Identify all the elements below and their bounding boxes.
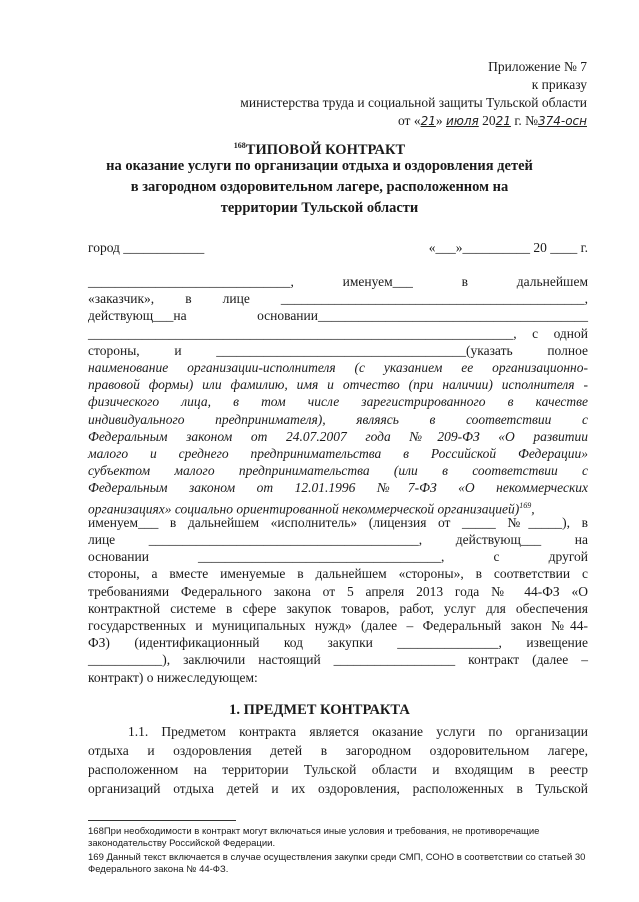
body-line: действующ___на основании________________________________________ xyxy=(88,308,588,324)
body-line: контрактной системе в сфере закупок товаров, работ, услуг для обеспечения xyxy=(88,600,588,616)
body-line: ФЗ) (идентификационный код закупки _______________, извещение xyxy=(88,635,588,651)
appendix-date-line: от «21» июля 2021 г. №374-осн xyxy=(397,113,587,128)
section-line: 1.1. Предметом контракта является оказание услуги по организации xyxy=(128,724,588,739)
handwritten-day: 21 xyxy=(420,114,436,128)
footnote-mark-168: 168 xyxy=(233,141,246,150)
body-line: правовой формы) или фамилию, имя и отчество (при наличии) исполнителя - xyxy=(88,377,588,393)
body-line: ___________), заключили настоящий __________________ контракт (далее – xyxy=(88,652,588,668)
city-field: город ____________ xyxy=(88,240,205,255)
body-line: именуем___ в дальнейшем «исполнитель» (лицензия от _____ №_____), в xyxy=(88,514,588,530)
body-line: требованиями Федерального закона от 5 апреля 2013 года № 44-ФЗ «О xyxy=(88,583,588,599)
date-field: «___»__________ 20 ____ г. xyxy=(428,240,588,255)
section-line: расположенном на территории Тульской области и входящим в реестр xyxy=(88,762,588,777)
footnote-mark-169: 169 xyxy=(519,500,532,510)
body-line: контракт) о нижеследующем: xyxy=(88,669,258,685)
appendix-order: к приказу xyxy=(531,77,587,92)
appendix-ministry: министерства труда и социальной защиты Тульской области xyxy=(240,95,587,110)
city-date-row xyxy=(88,239,588,257)
handwritten-order-number: 374-осн xyxy=(537,114,587,128)
body-line: основании ____________________________________, с другой xyxy=(88,549,588,565)
contract-title: $^{168}$ТИПОВОЙ КОНТРАКТ xyxy=(233,141,406,158)
body-line: субъектом малого предпринимательства (или в соответствии с xyxy=(88,463,588,479)
body-line: Федеральным законом от 12.01.1996 №7-ФЗ «О некоммерческих xyxy=(88,480,588,496)
appendix-number: Приложение № 7 xyxy=(488,59,587,74)
body-line: «заказчик», в лице _____________________________________________, xyxy=(88,291,588,307)
body-line: наименование организации-исполнителя (с указанием ее организационно- xyxy=(88,360,588,375)
section-heading: 1. ПРЕДМЕТ КОНТРАКТА xyxy=(229,702,410,718)
body-line: ______________________________, именуем___ в дальнейшем xyxy=(88,274,588,289)
body-line: индивидуального предпринимателя), являясь в соответствии с xyxy=(88,411,588,427)
body-line: лице ________________________________________, действующ___ на xyxy=(88,532,588,547)
handwritten-year: 21 xyxy=(495,114,511,128)
body-line: физического лица, в том числе зарегистрированного в качестве xyxy=(88,394,588,410)
body-line: малого и среднего предпринимательства в Российской Федерации» xyxy=(88,446,588,461)
footnote-divider xyxy=(88,820,236,821)
section-line: организаций отдыха детей и их оздоровления, расположенных в Тульской xyxy=(88,781,588,796)
footnote-168: 168При необходимости в контракт могут включаться иные условия и требования, не противоречащие законодательству Российской Федерации. xyxy=(88,826,540,849)
section-line: отдыха и оздоровления детей в загородном оздоровительном лагере, xyxy=(88,743,588,758)
body-line: организациях» социально ориентированной некоммерческой организацией)$^{169}$, xyxy=(88,500,535,517)
handwritten-month: июля xyxy=(445,114,479,128)
body-line: государственных и муниципальных нужд» (далее – Федеральный закон №44- xyxy=(88,618,588,633)
body-line: стороны, и _____________________________________(указать полное xyxy=(88,342,588,358)
body-line: Федеральным законом от 24.07.2007 года №209-ФЗ «О развитии xyxy=(88,428,588,444)
title-line-2: на оказание услуги по организации отдыха и оздоровления детей xyxy=(106,158,533,174)
body-line: _______________________________________________________________, с одной xyxy=(88,325,588,341)
footnote-169: 169 Данный текст включается в случае осуществления закупки среди СМП, СОНО в соответствии со статьей 30 Федерального закона № 44-ФЗ. xyxy=(88,852,586,875)
body-line: стороны, а вместе именуемые в дальнейшем «стороны», в соответствии с xyxy=(88,566,588,582)
title-line-3: в загородном оздоровительном лагере, расположенном на xyxy=(130,179,509,195)
title-line-4: территории Тульской области xyxy=(220,200,419,216)
